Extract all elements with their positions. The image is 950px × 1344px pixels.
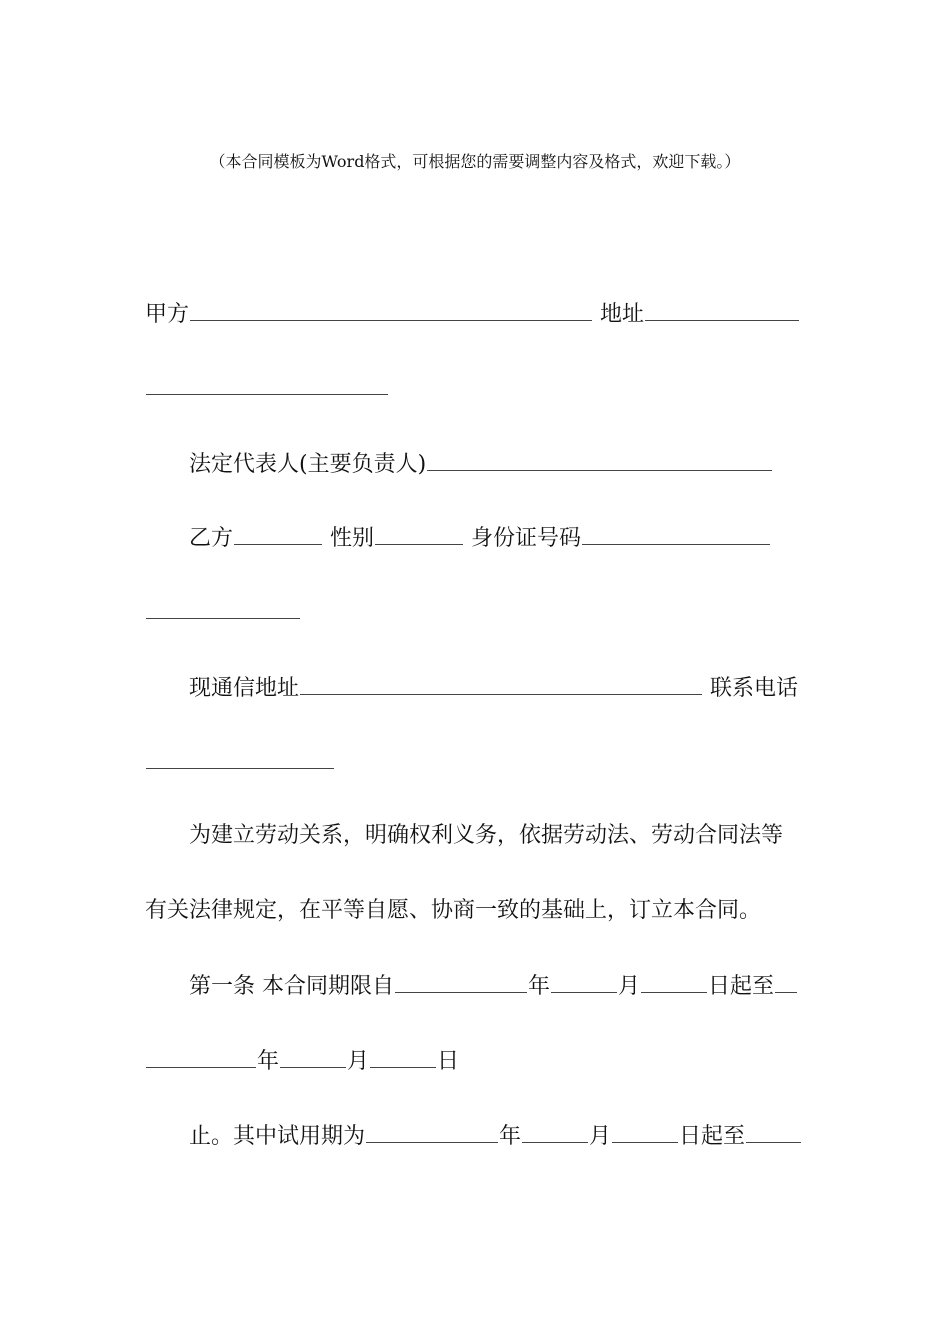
article1-end-month-label: 月	[347, 1049, 370, 1074]
party-a-label: 甲方	[145, 302, 190, 327]
party-a-address-label: 地址	[600, 302, 645, 327]
article1-month-label: 月	[618, 974, 641, 999]
contact-phone-blank[interactable]	[146, 748, 334, 769]
trial-month-label: 月	[589, 1124, 612, 1149]
article1-from-label: 日起至	[708, 974, 775, 999]
party-a-line	[145, 300, 805, 328]
trial-year-label: 年	[499, 1124, 522, 1149]
template-note: （本合同模板为Word格式，可根据您的需要调整内容及格式，欢迎下载。）	[209, 152, 741, 171]
party-a-address-blank[interactable]	[645, 300, 799, 321]
legal-rep-blank[interactable]	[427, 450, 772, 471]
article1-line-1	[145, 972, 805, 1000]
trial-start-month-blank[interactable]	[522, 1122, 588, 1143]
article1-line-2	[145, 1047, 805, 1075]
party-b-id-label: 身份证号码	[471, 526, 582, 551]
party-b-line	[145, 524, 805, 552]
party-a-address-continuation	[145, 374, 805, 402]
party-b-id-blank-continued[interactable]	[146, 598, 300, 619]
article1-trial-prefix: 止。其中试用期为	[189, 1124, 366, 1149]
article1-start-day-blank[interactable]	[641, 972, 707, 993]
party-b-id-blank[interactable]	[582, 524, 770, 545]
party-a-name-blank[interactable]	[190, 300, 592, 321]
contact-address-blank[interactable]	[300, 674, 702, 695]
article1-end-year-label: 年	[257, 1049, 280, 1074]
party-b-gender-label: 性别	[330, 526, 375, 551]
article1-start-month-blank[interactable]	[551, 972, 617, 993]
contact-phone-continuation	[145, 748, 805, 776]
article1-end-day-blank[interactable]	[370, 1047, 436, 1068]
legal-rep-line	[145, 450, 805, 478]
preamble-line-1: 为建立劳动关系，明确权利义务，依据劳动法、劳动合同法等	[189, 823, 784, 848]
article1-end-day-label: 日	[437, 1049, 460, 1074]
contact-address-label: 现通信地址	[189, 676, 300, 701]
party-b-id-continuation	[145, 598, 805, 626]
trial-end-blank[interactable]	[746, 1122, 801, 1143]
article1-end-year-blank[interactable]	[775, 972, 797, 993]
party-a-address-blank-continued[interactable]	[146, 374, 388, 395]
trial-from-label: 日起至	[679, 1124, 746, 1149]
trial-start-day-blank[interactable]	[612, 1122, 678, 1143]
contact-phone-label: 联系电话	[710, 676, 799, 701]
article1-end-year-blank-continued[interactable]	[146, 1047, 256, 1068]
preamble-line-2: 有关法律规定，在平等自愿、协商一致的基础上，订立本合同。	[145, 898, 762, 923]
article1-line-3	[145, 1122, 805, 1150]
article1-start-year-blank[interactable]	[395, 972, 527, 993]
legal-rep-label: 法定代表人(主要负责人)	[189, 452, 427, 477]
article1-end-month-blank[interactable]	[280, 1047, 346, 1068]
party-b-name-blank[interactable]	[234, 524, 322, 545]
article1-year-label: 年	[528, 974, 551, 999]
trial-start-year-blank[interactable]	[366, 1122, 498, 1143]
party-b-label: 乙方	[189, 526, 234, 551]
party-b-gender-blank[interactable]	[375, 524, 463, 545]
article1-prefix: 第一条 本合同期限自	[189, 974, 394, 999]
contact-line	[145, 674, 805, 702]
